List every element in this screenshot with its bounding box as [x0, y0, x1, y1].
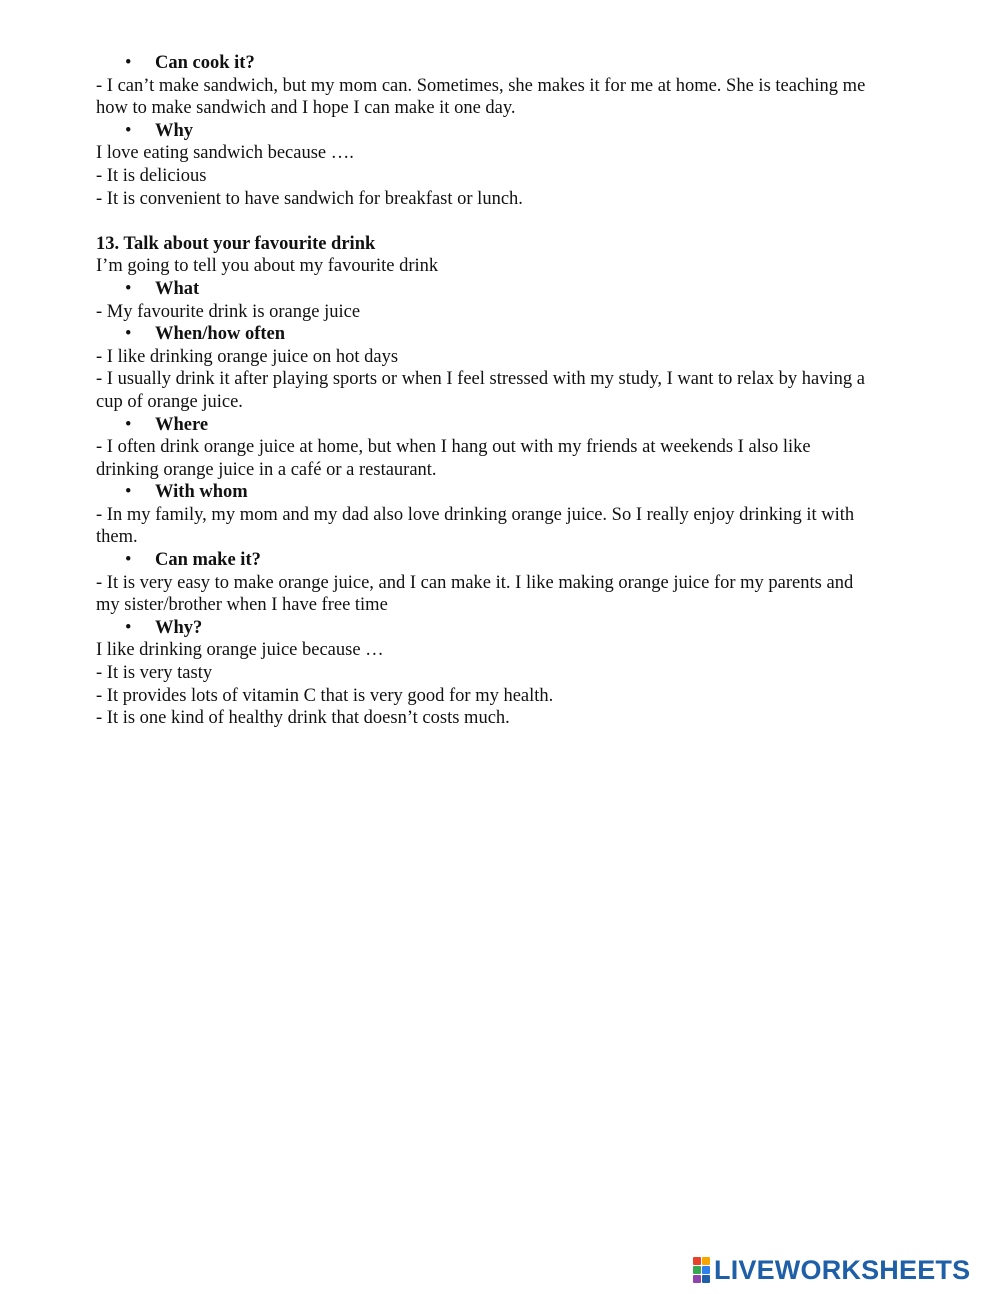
worksheet-page: [96, 52, 926, 730]
question-why-sandwich: [96, 120, 926, 143]
answer-line: - I like drinking orange juice on hot days: [96, 346, 399, 367]
logo-block: [693, 1275, 701, 1283]
answer-line: - I often drink orange juice at home, but when I hang out with my friends at weekends I also like: [96, 437, 811, 458]
answer-line: I like drinking orange juice because …: [96, 640, 384, 661]
answer-line: - My favourite drink is orange juice: [96, 301, 361, 322]
question-label: Why?: [155, 617, 203, 638]
answer-line: - It is very tasty: [96, 663, 213, 684]
answer-line: - In my family, my mom and my dad also love drinking orange juice. So I really enjoy drinking it with: [96, 504, 855, 525]
answer-line: - It is very easy to make orange juice, and I can make it. I like making orange juice for my parents and: [96, 572, 854, 593]
answer-line: them.: [96, 527, 138, 548]
answer-line: - I usually drink it after playing sports or when I feel stressed with my study, I want to relax by having a: [96, 369, 865, 390]
answer-line: I love eating sandwich because ….: [96, 143, 354, 164]
logo-block: [693, 1266, 701, 1274]
bullet-icon: •: [125, 414, 132, 435]
question-label: Why: [155, 120, 194, 141]
question-label: Can make it?: [155, 550, 261, 571]
liveworksheets-logo-icon: [693, 1257, 710, 1283]
answer-line: - It is delicious: [96, 165, 207, 186]
answer-line: cup of orange juice.: [96, 391, 243, 412]
logo-block: [702, 1266, 710, 1274]
logo-block: [702, 1275, 710, 1283]
question-can-make: [96, 549, 926, 572]
bullet-icon: •: [125, 53, 132, 73]
question-can-cook: [96, 52, 926, 75]
question-what: [96, 278, 926, 301]
logo-block: [702, 1257, 710, 1265]
liveworksheets-logo[interactable]: [693, 1255, 970, 1285]
answer-line: - It is convenient to have sandwich for breakfast or lunch.: [96, 188, 523, 209]
answer-line: drinking orange juice in a café or a restaurant.: [96, 459, 437, 480]
answer-line: my sister/brother when I have free time: [96, 595, 388, 616]
bullet-icon: •: [125, 324, 132, 345]
bullet-icon: •: [125, 617, 132, 638]
question-when: [96, 323, 926, 346]
question-label: Where: [155, 414, 209, 435]
section-intro: I’m going to tell you about my favourite drink: [96, 256, 439, 277]
logo-block: [693, 1257, 701, 1265]
bullet-icon: •: [125, 482, 132, 503]
question-label: When/how often: [155, 324, 286, 345]
section-title: 13. Talk about your favourite drink: [96, 233, 376, 254]
bullet-icon: •: [125, 278, 132, 299]
question-label: With whom: [155, 482, 248, 503]
logo-wordmark: LIVEWORKSHEETS: [714, 1254, 971, 1285]
question-label: What: [155, 278, 200, 299]
question-with-whom: [96, 481, 926, 504]
question-why-drink: [96, 617, 926, 640]
bullet-icon: •: [125, 120, 132, 141]
answer-line: how to make sandwich and I hope I can make it one day.: [96, 98, 516, 119]
answer-line: - It provides lots of vitamin C that is very good for my health.: [96, 685, 554, 706]
question-where: [96, 414, 926, 437]
answer-line: - It is one kind of healthy drink that doesn’t costs much.: [96, 708, 510, 729]
answer-line: - I can’t make sandwich, but my mom can. Sometimes, she makes it for me at home. She is teaching me: [96, 75, 866, 96]
bullet-icon: •: [125, 550, 132, 571]
section-spacer: [96, 210, 926, 233]
question-label: Can cook it?: [155, 53, 255, 73]
